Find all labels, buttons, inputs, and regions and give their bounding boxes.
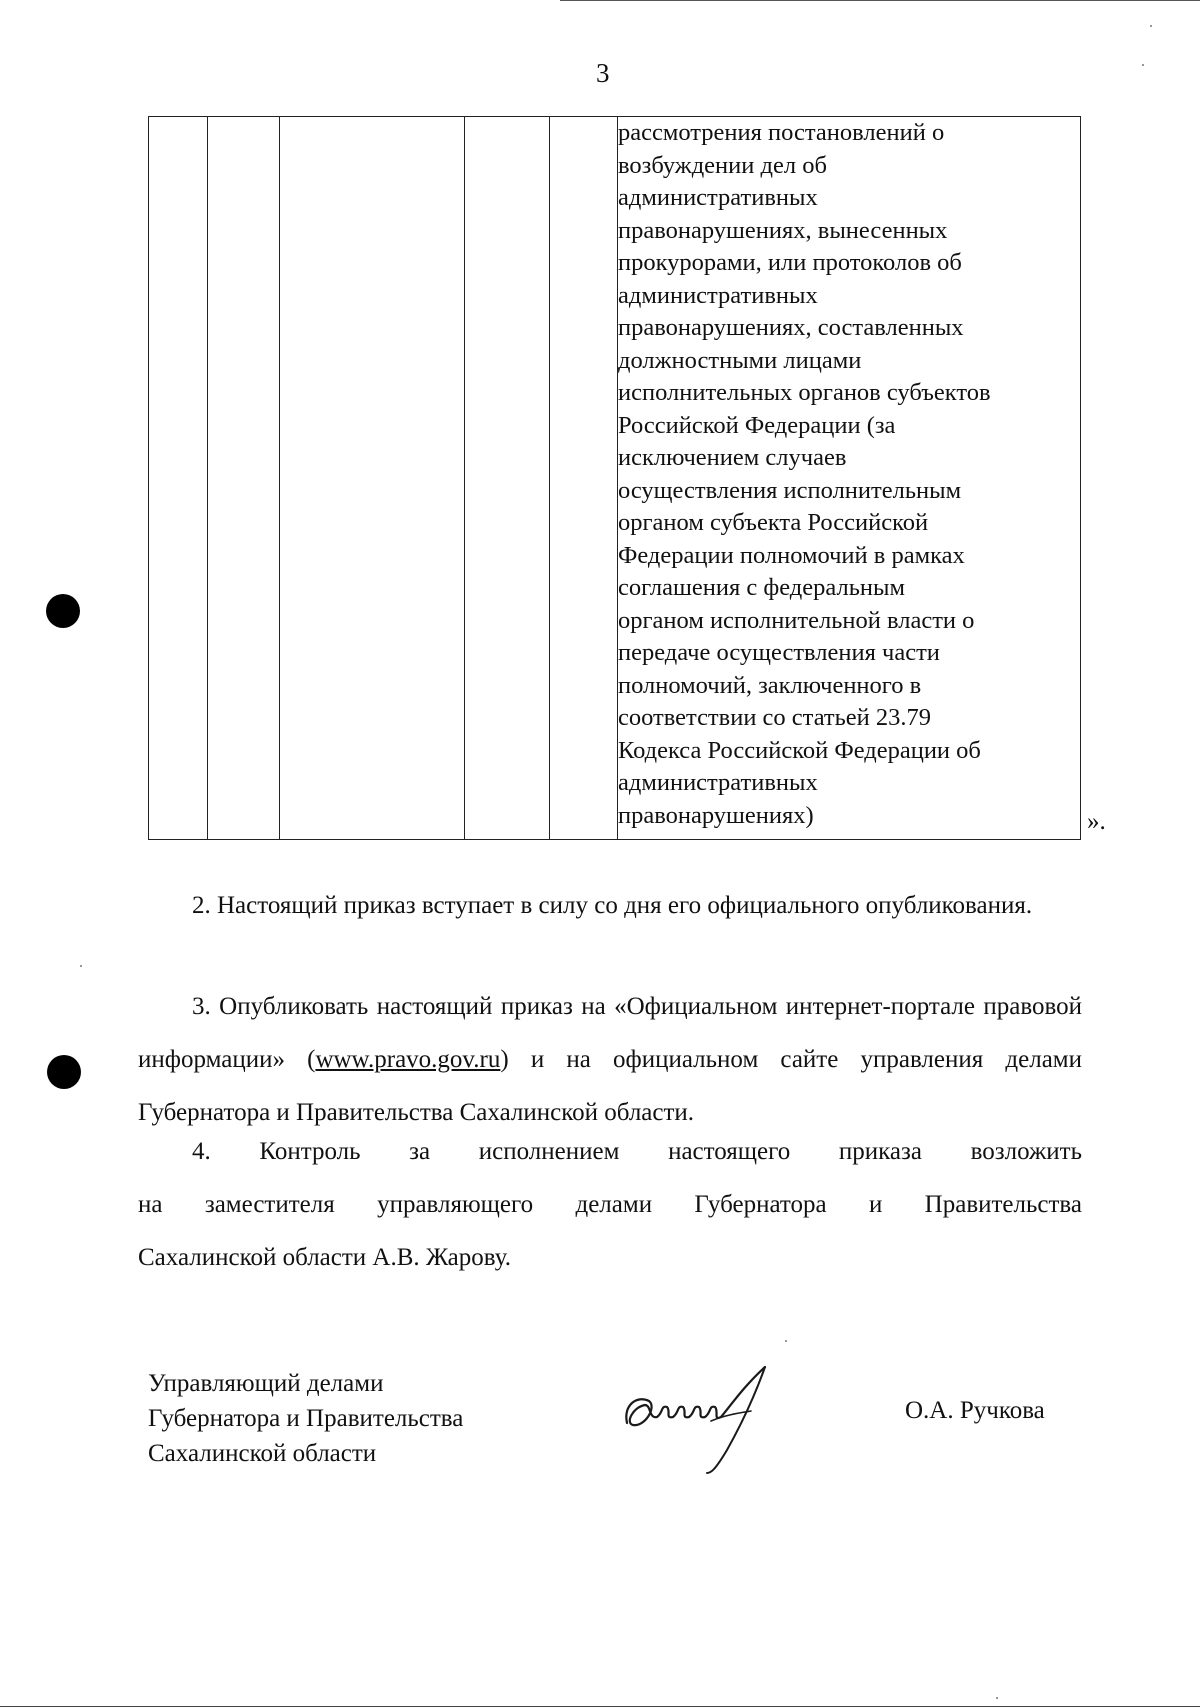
scan-speck: [1142, 64, 1144, 66]
paragraph-2: 2. Настоящий приказ вступает в силу со дня его официального опубликования.: [192, 892, 1033, 919]
cell-line: правонарушениях, составленных: [618, 314, 964, 341]
cell-line: должностными лицами: [618, 346, 862, 374]
table-row: [149, 117, 1081, 840]
cell-line: соглашения с федеральным: [618, 574, 905, 601]
paragraph-3-text-start: 3. Опубликовать настоящий приказ на «Официальном интернет-портале правовой информации» (: [138, 993, 1082, 1073]
cell-line: Российской Федерации (за: [618, 411, 896, 439]
cell-line: исключением случаев: [618, 444, 847, 471]
paragraph-3-text-end: ) и на официальном сайте управления делами Губернатора и Правительства Сахалинской области.: [138, 1046, 1082, 1126]
signatory-title-line: Управляющий делами: [148, 1370, 384, 1397]
table-cell-empty: [208, 117, 280, 840]
cell-line: возбуждении дел об: [618, 151, 827, 179]
paragraph-3: [138, 980, 1082, 1139]
punch-hole-icon: [47, 1055, 81, 1089]
punch-hole-icon: [46, 594, 80, 628]
cell-line: органом субъекта Российской: [618, 509, 929, 536]
cell-line: полномочий, заключенного в: [618, 671, 922, 699]
table-cell-empty: [550, 117, 618, 840]
scan-speck: [996, 1697, 998, 1699]
table-cell-empty: [280, 117, 465, 840]
cell-line: прокурорами, или протоколов об: [618, 249, 962, 276]
paragraph-4-line-2: на заместителя управляющего делами Губернатора и Правительства: [138, 1191, 1082, 1218]
signer-name: О.А. Ручкова: [905, 1397, 1045, 1424]
scan-speck: [1150, 25, 1152, 27]
handwritten-signature: [615, 1355, 835, 1475]
cell-line: органом исполнительной власти о: [618, 606, 975, 634]
cell-line: правонарушениях): [618, 801, 814, 829]
page-number: 3: [596, 58, 610, 88]
cell-line: Федерации полномочий в рамках: [618, 541, 965, 569]
cell-line: рассмотрения постановлений о: [618, 119, 945, 146]
scan-speck: [80, 965, 82, 967]
table-cell-empty: [149, 117, 208, 840]
signatory-title-line: Губернатора и Правительства: [148, 1405, 464, 1432]
closing-quote: ».: [1087, 808, 1106, 835]
scan-speck: [785, 1340, 787, 1342]
cell-line: административных: [618, 769, 818, 796]
cell-line: административных: [618, 281, 818, 309]
signatory-title-line: Сахалинской области: [148, 1440, 377, 1467]
paragraph-4-line-3: Сахалинской области А.В. Жарову.: [138, 1244, 511, 1271]
table-cell-text: [618, 117, 1081, 840]
cell-line: исполнительных органов субъектов: [618, 379, 991, 406]
scan-edge-line: [560, 0, 1200, 1]
cell-line: правонарушениях, вынесенных: [618, 216, 948, 244]
paragraph-4: [138, 1125, 1082, 1284]
cell-line: Кодекса Российской Федерации об: [618, 736, 981, 764]
pravo-portal-link[interactable]: www.pravo.gov.ru: [315, 1046, 501, 1073]
document-table: [148, 116, 1081, 840]
table-cell-empty: [465, 117, 550, 840]
cell-line: осуществления исполнительным: [618, 476, 962, 504]
cell-line: передаче осуществления части: [618, 639, 940, 666]
cell-line: административных: [618, 184, 818, 211]
signatory-title: [148, 1366, 463, 1471]
paragraph-4-line-1: 4. Контроль за исполнением настоящего приказа возложить: [192, 1138, 1082, 1165]
cell-line: соответствии со статьей 23.79: [618, 704, 932, 731]
